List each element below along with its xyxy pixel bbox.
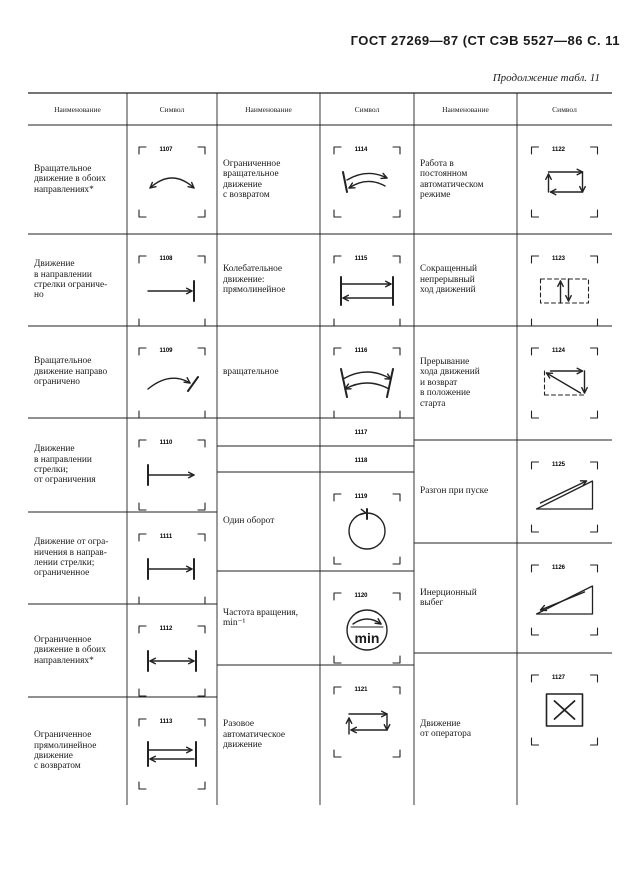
symbol-frame-corners [334,593,400,663]
symbol-1127 [532,675,598,745]
symbol-number: 1117 [354,430,368,436]
symbol-number: 1108 [159,256,173,262]
symbol-name-text: Вращательное движение направо ограничено [34,356,108,388]
symbol-number: 1112 [159,626,173,632]
symbol-number: 1107 [159,147,173,153]
table-continuation-label: Продолжение табл. 11 [492,72,600,84]
limit-bar [387,369,393,397]
symbol-name-text: Ограниченное движение в обоих направлениях* [34,634,106,666]
symbol-name-cell [217,234,320,326]
dashed-path [541,279,589,303]
symbol-name-text: Ограниченное прямолинейное движение с возвратом [34,730,97,772]
symbol-1114 [334,147,400,217]
table-symbols [139,147,598,789]
symbol-1109 [139,348,205,418]
symbol-1125 [532,462,598,532]
symbol-number: 1114 [354,147,368,153]
symbol-name-cell [28,125,127,234]
symbol-1111 [139,534,205,604]
limit-bar [343,172,347,192]
symbol-frame-corners [532,256,598,326]
symbol-number: 1110 [159,440,173,446]
arrow-head [360,509,366,514]
symbol-name-text: Движение в направлении стрелки; от ограничения [34,444,96,486]
symbol-1116 [334,348,400,418]
column-header-symbol: Символ [159,104,185,114]
symbol-name-cell [414,125,517,234]
symbol-name-cell [217,571,320,665]
arrow-shaft [541,592,585,610]
symbol-name-text: Инерционный выбег [420,587,477,608]
arc-arrow [343,372,391,379]
arrow-shaft [547,373,581,393]
symbol-name-text: Один оборот [223,516,275,527]
symbol-name-cell [217,125,320,234]
symbol-name-cell [28,234,127,326]
symbol-frame-corners [139,147,205,217]
symbol-number: 1127 [551,675,566,681]
symbol-number: 1122 [551,147,566,153]
column-header-name: Наименование [245,104,292,114]
symbol-number: 1118 [354,458,368,464]
symbol-1120 [334,593,400,663]
symbol-name-cell [217,665,320,805]
symbol-1119 [334,494,400,564]
symbol-1107 [139,147,205,217]
limit-bar [188,377,198,391]
symbol-name-text: Частота вращения, min⁻¹ [223,607,299,628]
symbol-name-cell [414,326,517,440]
symbol-name-cell [217,472,320,571]
symbol-name-text: вращательное [223,366,279,377]
symbol-name-cell [28,604,127,697]
symbol-name-cell [28,697,127,805]
symbol-name-cell [28,326,127,418]
symbol-frame-corners [532,462,598,532]
symbol-name-text: Разовое автоматическое движение [223,719,286,751]
symbol-name-text: Вращательное движение в обоих направлениях* [34,163,106,195]
symbol-name-cell [28,418,127,512]
symbol-1108 [139,256,205,326]
symbol-frame-corners [334,687,400,757]
symbol-name-text: Движение в направлении стрелки ограниче- но [34,259,108,301]
symbol-frame-corners [139,348,205,418]
symbol-1110 [139,440,205,510]
symbol-number: 1125 [551,462,566,468]
column-header-name: Наименование [442,104,489,114]
symbol-number: 1126 [551,565,566,571]
min-label: min [354,630,380,646]
symbol-number: 1116 [354,348,368,354]
symbol-name-cell [414,543,517,653]
symbol-frame-corners [532,147,598,217]
symbol-number: 1113 [159,719,173,725]
symbol-1126 [532,565,598,635]
arc-arrow [150,178,194,188]
page-header: ГОСТ 27269—87 (СТ СЭВ 5527—86 С. 11 [350,33,620,48]
arrow-shaft [541,481,587,503]
symbol-number: 1124 [551,348,566,354]
symbol-name-cell [28,512,127,604]
symbol-name-text: Сокращенный непрерывный ход движений [420,264,478,296]
symbol-name-cell [414,653,517,805]
symbol-1122 [532,147,598,217]
symbol-name-text: Движение от огра- ничения в направ- лении стрелки; ограниченное [34,537,109,579]
symbol-number: 1111 [159,534,173,540]
symbol-1115 [334,256,400,326]
symbol-1113 [139,719,205,789]
symbol-number: 1115 [354,256,368,262]
symbol-1121 [334,687,400,757]
arc-arrow [148,378,190,389]
symbol-number: 1120 [354,593,368,599]
symbol-name-text: Прерывание хода движений и возврат в положение старта [420,357,480,409]
symbol-1124 [532,348,598,418]
symbol-number: 1123 [551,256,566,262]
column-header-symbol: Символ [354,104,380,114]
column-header-name: Наименование [54,104,101,114]
symbol-name-text: Движение от оператора [420,718,471,739]
symbol-name-text: Ограниченное вращательное движение с возвратом [223,158,281,200]
symbol-name-text: Работа в постоянном автоматическом режиме [420,158,484,200]
symbol-name-text: Разгон при пуске [420,486,489,497]
column-header-symbol: Символ [552,104,577,114]
symbol-name-text: Колебательное движение: прямолинейное [223,264,286,296]
arc-arrow [345,383,389,389]
symbol-frame-corners [334,256,400,326]
symbol-number: 1119 [354,494,368,500]
symbol-name-cell [414,440,517,543]
symbol-name-cell [414,234,517,326]
symbol-frame-corners [334,494,400,564]
arc-arrow [349,181,385,188]
symbol-number: 1121 [354,687,368,693]
symbol-name-cell [217,326,320,418]
symbol-1123 [532,256,598,326]
limit-bar [341,369,347,397]
symbol-1112 [139,626,205,696]
symbol-number: 1109 [159,348,173,354]
